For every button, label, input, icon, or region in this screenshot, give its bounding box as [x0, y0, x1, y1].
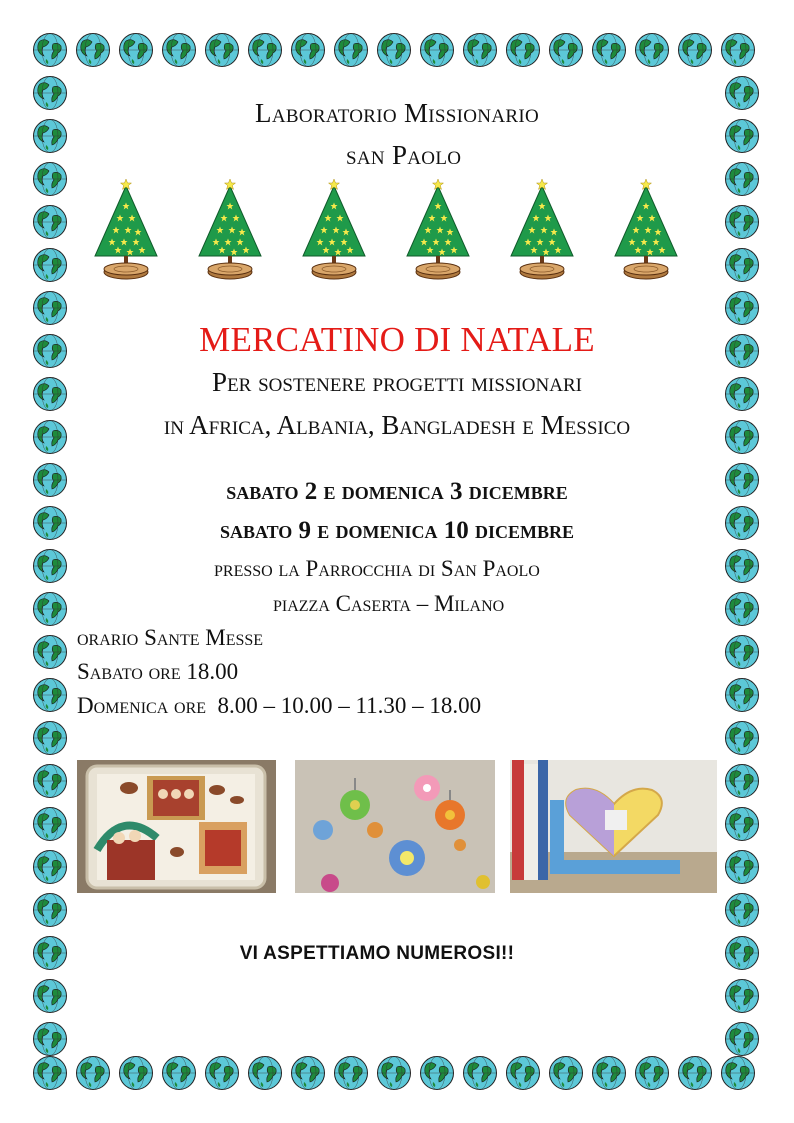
- globe-icon: [724, 591, 760, 627]
- globe-icon: [204, 32, 240, 68]
- christmas-trees-row: [92, 178, 692, 288]
- globe-icon: [32, 1021, 68, 1057]
- globe-icon: [290, 1055, 326, 1091]
- globe-icon: [634, 1055, 670, 1091]
- schedule-sunday: Domenica ore 8.00 – 10.00 – 11.30 – 18.00: [77, 693, 482, 718]
- christmas-tree-icon: [508, 178, 576, 288]
- globe-icon: [32, 763, 68, 799]
- globe-icon: [333, 1055, 369, 1091]
- globe-icon: [32, 32, 68, 68]
- globe-icon: [724, 978, 760, 1014]
- globe-icon: [118, 32, 154, 68]
- globe-icon: [161, 32, 197, 68]
- photo-felt-keychains: [295, 760, 495, 893]
- globe-icon: [204, 1055, 240, 1091]
- location-line-1: presso la Parrocchia di San Paolo: [214, 556, 540, 581]
- globe-icon: [419, 32, 455, 68]
- globe-icon: [724, 204, 760, 240]
- christmas-tree-icon: [196, 178, 264, 288]
- globe-icon: [677, 32, 713, 68]
- globe-icon: [677, 1055, 713, 1091]
- closing-message: VI ASPETTIAMO NUMEROSI!!: [239, 943, 515, 964]
- christmas-tree-icon: [612, 178, 680, 288]
- schedule-saturday: Sabato ore 18.00: [77, 659, 239, 684]
- globe-icon: [505, 32, 541, 68]
- globe-icon: [32, 978, 68, 1014]
- header-line-2: san Paolo: [346, 140, 462, 170]
- globe-icon: [634, 32, 670, 68]
- globe-icon: [247, 32, 283, 68]
- globe-icon: [724, 892, 760, 928]
- globe-icon: [724, 161, 760, 197]
- globe-icon: [724, 720, 760, 756]
- globe-icon: [32, 720, 68, 756]
- globe-icon: [548, 1055, 584, 1091]
- globe-icon: [720, 32, 756, 68]
- globe-icon: [724, 548, 760, 584]
- christmas-tree-icon: [404, 178, 472, 288]
- photo-heart-bookend: [510, 760, 717, 893]
- globe-icon: [290, 32, 326, 68]
- location-line-2: piazza Caserta – Milano: [273, 591, 505, 616]
- globe-icon: [724, 634, 760, 670]
- christmas-tree-icon: [300, 178, 368, 288]
- globe-icon: [32, 892, 68, 928]
- globe-icon: [32, 591, 68, 627]
- schedule-heading: orario Sante Messe: [77, 625, 264, 650]
- globe-icon: [118, 1055, 154, 1091]
- globe-icon: [720, 1055, 756, 1091]
- christmas-tree-icon: [92, 178, 160, 288]
- globe-icon: [32, 161, 68, 197]
- globe-icon: [32, 247, 68, 283]
- globe-icon: [591, 1055, 627, 1091]
- globe-icon: [32, 204, 68, 240]
- globe-icon: [247, 1055, 283, 1091]
- globe-icon: [724, 849, 760, 885]
- globe-icon: [462, 1055, 498, 1091]
- globe-icon: [462, 32, 498, 68]
- page-title: MERCATINO DI NATALE: [199, 320, 595, 359]
- globe-icon: [376, 1055, 412, 1091]
- globe-icon: [333, 32, 369, 68]
- globe-icon: [75, 32, 111, 68]
- globe-icon: [724, 806, 760, 842]
- globe-icon: [32, 806, 68, 842]
- globe-icon: [376, 32, 412, 68]
- subtitle-line-2: in Africa, Albania, Bangladesh e Messico: [163, 410, 631, 440]
- globe-icon: [32, 1055, 68, 1091]
- header-line-1: Laboratorio Missionario: [255, 98, 539, 128]
- globe-icon: [32, 548, 68, 584]
- globe-icon: [591, 32, 627, 68]
- globe-icon: [32, 849, 68, 885]
- globe-icon: [32, 634, 68, 670]
- globe-icon: [505, 1055, 541, 1091]
- photo-decoupage-tray: [77, 760, 276, 893]
- dates-line-2: sabato 9 e domenica 10 dicembre: [219, 517, 575, 544]
- globe-icon: [419, 1055, 455, 1091]
- globe-icon: [724, 247, 760, 283]
- globe-icon: [724, 1021, 760, 1057]
- subtitle-line-1: Per sostenere progetti missionari: [212, 367, 582, 397]
- globe-icon: [724, 677, 760, 713]
- globe-icon: [75, 1055, 111, 1091]
- globe-icon: [161, 1055, 197, 1091]
- dates-line-1: sabato 2 e domenica 3 dicembre: [226, 478, 568, 505]
- globe-icon: [724, 763, 760, 799]
- globe-icon: [32, 677, 68, 713]
- globe-icon: [548, 32, 584, 68]
